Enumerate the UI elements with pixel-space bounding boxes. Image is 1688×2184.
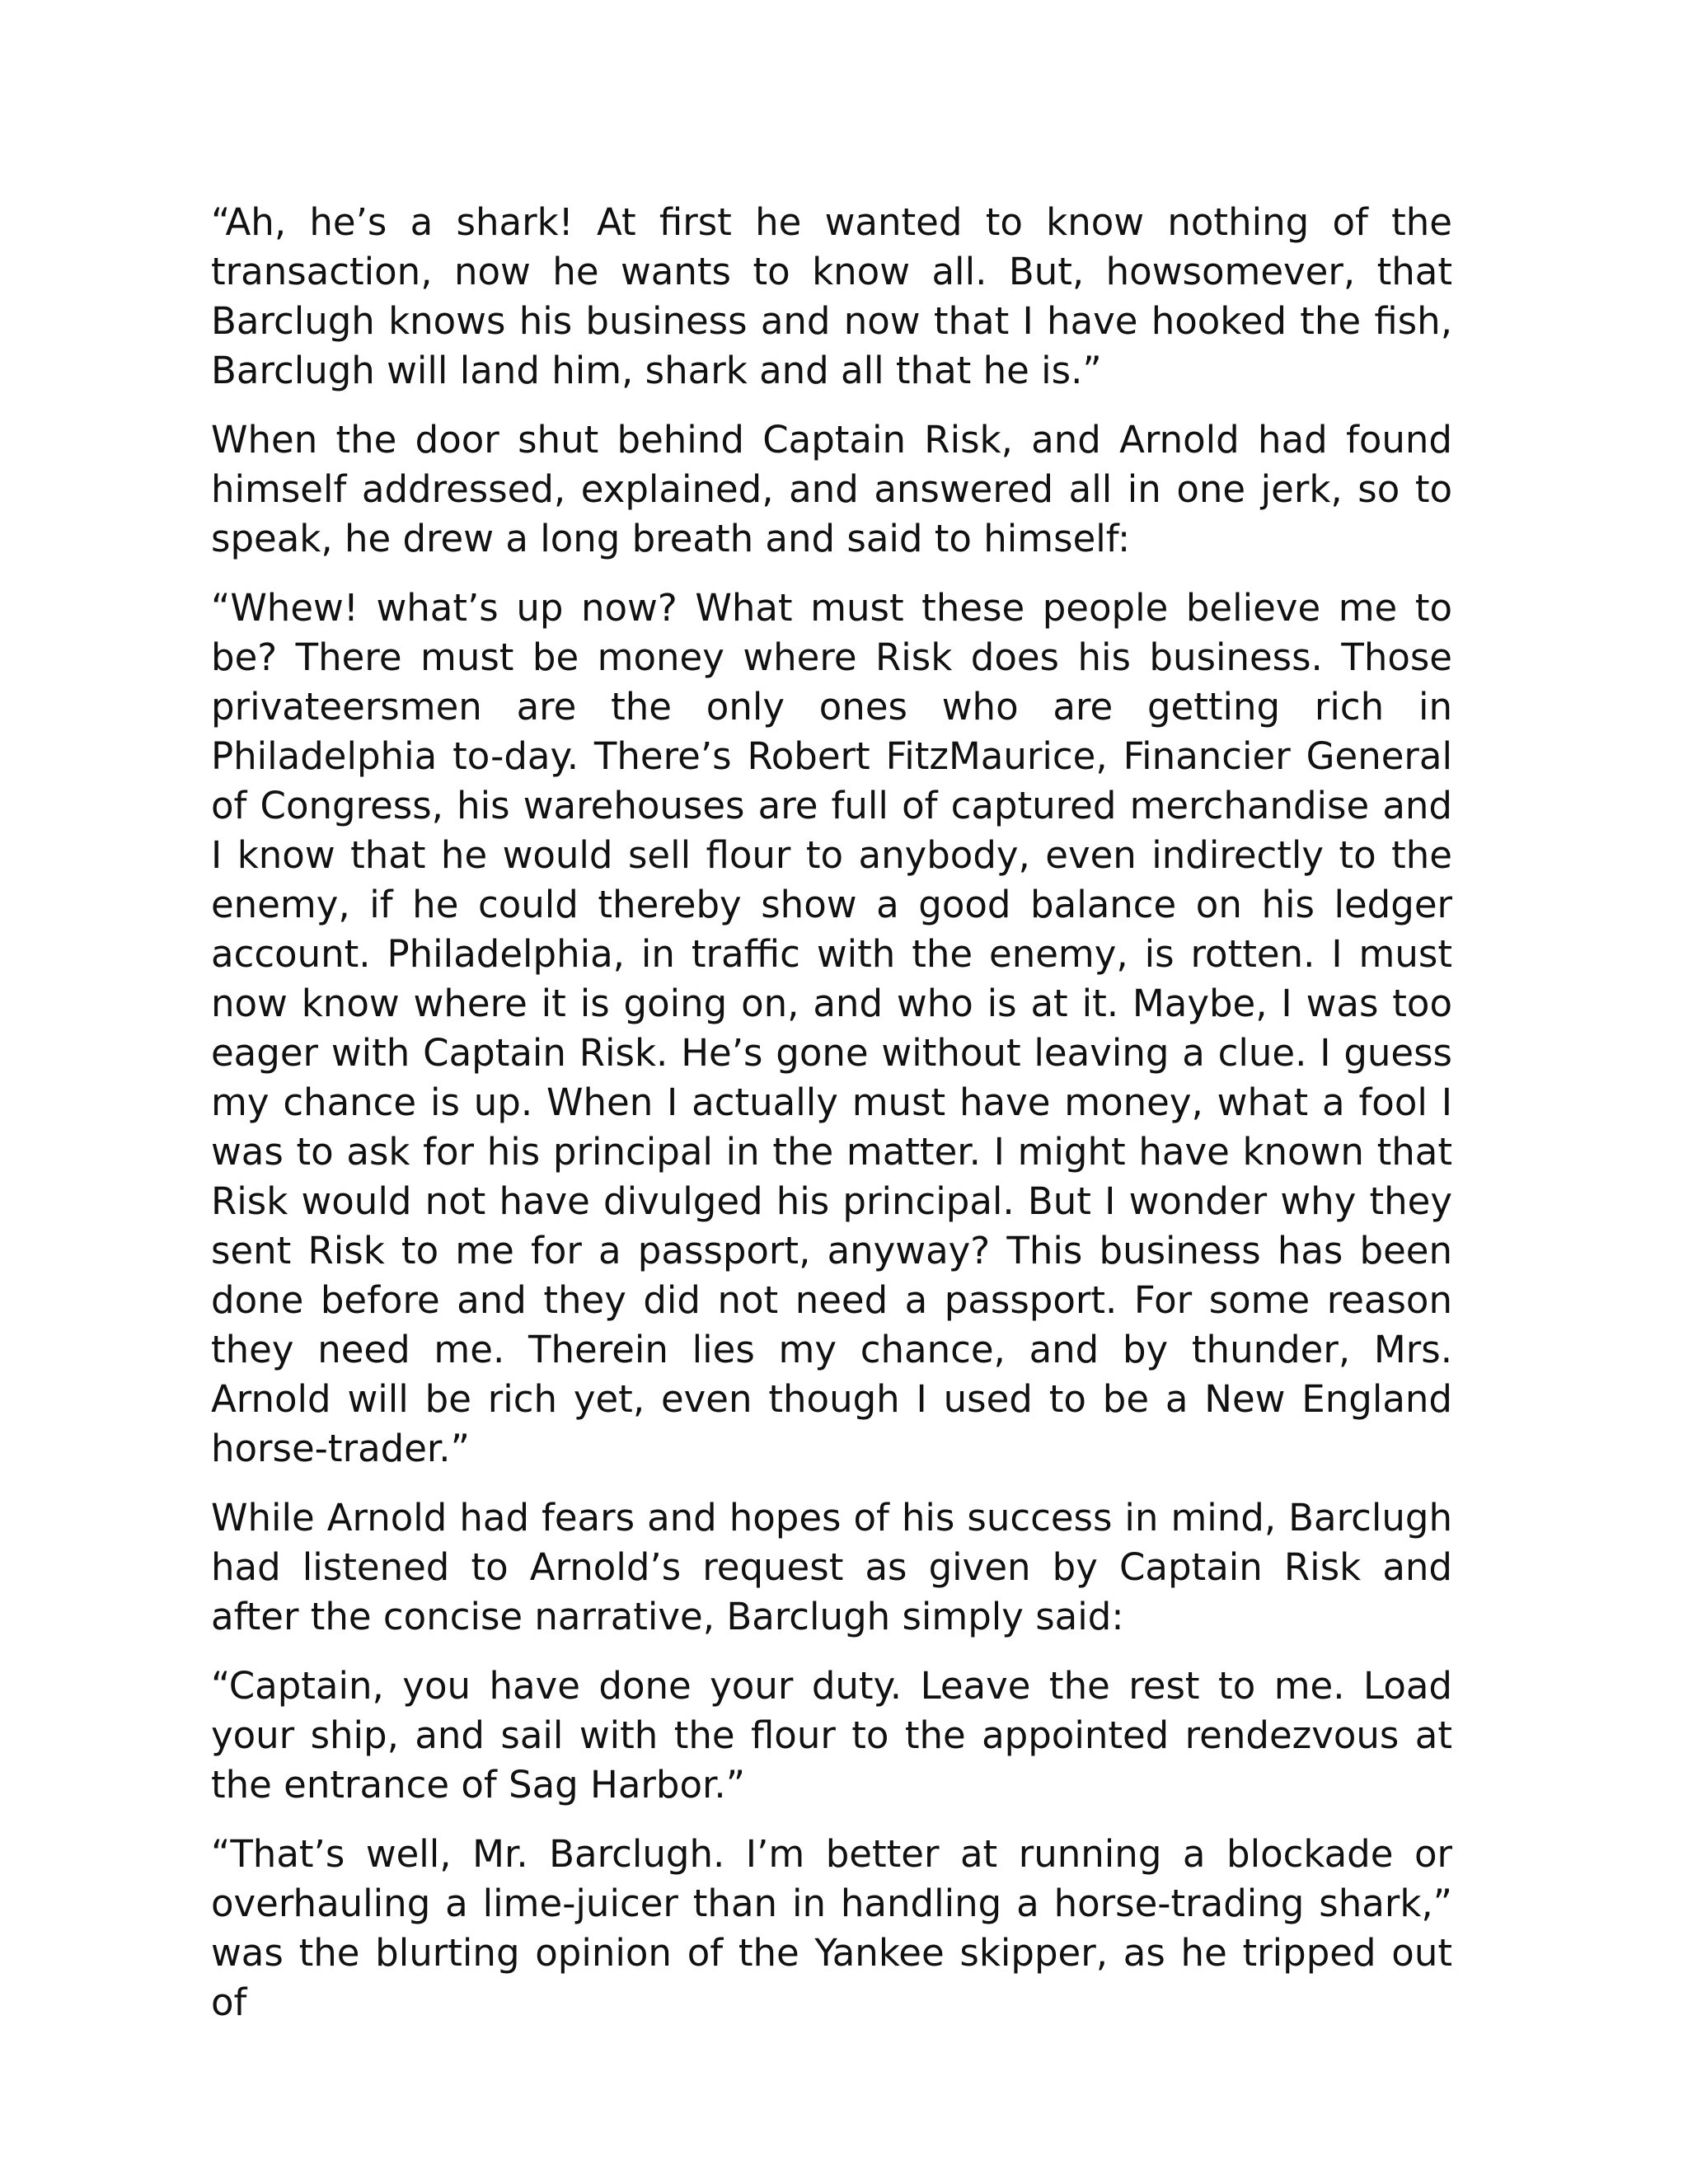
paragraph: “That’s well, Mr. Barclugh. I’m better at running a blockade or overhauling a lime-juicer than in handling a horse-trading shark,” was the blurting opinion of the Yankee skipper, as he tripped out of: [211, 1832, 1452, 2024]
paragraph: “Captain, you have done your duty. Leave the rest to me. Load your ship, and sail with the flour to the appointed rendezvous at the entrance of Sag Harbor.”: [211, 1664, 1452, 1807]
paragraph: “Whew! what’s up now? What must these people believe me to be? There must be money where Risk does his business. Those privateersmen are the only ones who are getting rich in Philadelphia to-day. There’s Robert FitzMaurice, Financier General of Congress, his warehouses are full of captured merchandise and I know that he would sell flour to anybody, even indirectly to the enemy, if he could thereby show a good balance on his ledger account. Philadelphia, in traffic with the enemy, is rotten. I must now know where it is going on, and who is at it. Maybe, I was too eager with Captain Risk. He’s gone without leaving a clue. I guess my chance is up. When I actually must have money, what a fool I was to ask for his principal in the matter. I might have known that Risk would not have divulged his principal. But I wonder why they sent Risk to me for a passport, anyway? This business has been done before and they did not need a passport. For some reason they need me. Therein lies my chance, and by thunder, Mrs. Arnold will be rich yet, even though I used to be a New England horse-trader.”: [211, 586, 1452, 1470]
page-body-text: [211, 198, 1452, 2047]
paragraph: When the door shut behind Captain Risk, and Arnold had found himself addressed, explained, and answered all in one jerk, so to speak, he drew a long breath and said to himself:: [211, 418, 1452, 560]
paragraph: “Ah, he’s a shark! At first he wanted to know nothing of the transaction, now he wants to know all. But, howsomever, that Barclugh knows his business and now that I have hooked the fish, Barclugh will land him, shark and all that he is.”: [211, 200, 1452, 392]
paragraph: While Arnold had fears and hopes of his success in mind, Barclugh had listened to Arnold’s request as given by Captain Risk and after the concise narrative, Barclugh simply said:: [211, 1496, 1452, 1638]
